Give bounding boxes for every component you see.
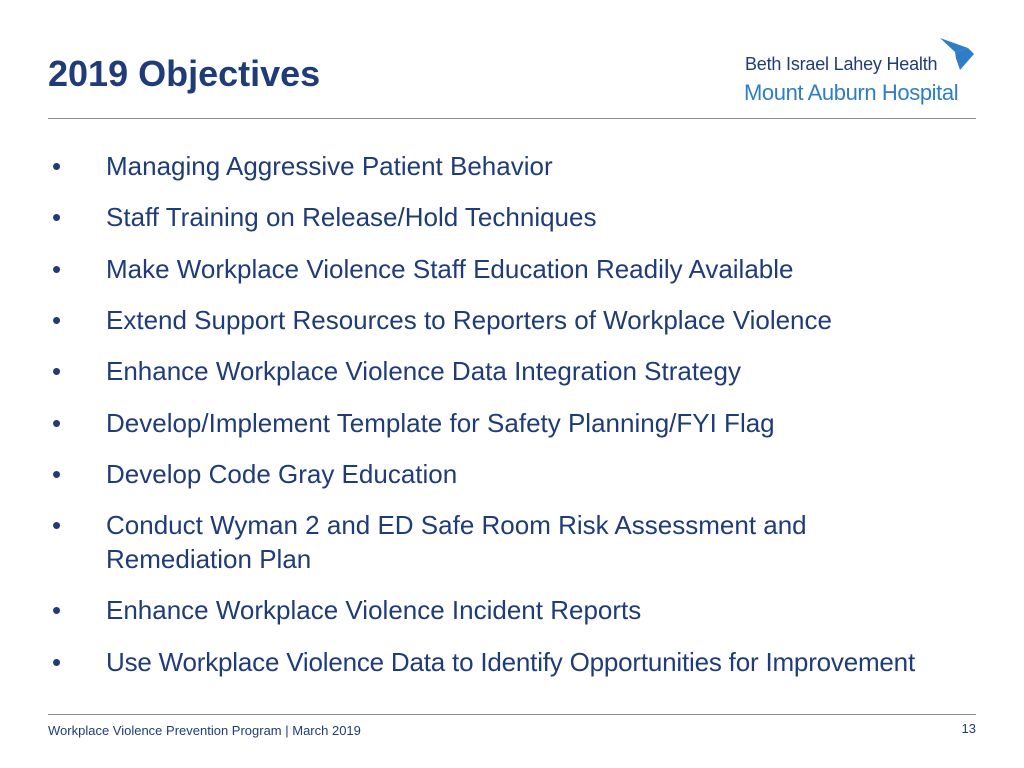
list-item-text: Develop/Implement Template for Safety Planning/FYI Flag: [106, 408, 775, 438]
list-item-text: Extend Support Resources to Reporters of Workplace Violence: [106, 305, 832, 335]
bullet-marker: •: [52, 595, 62, 625]
list-item-text: Enhance Workplace Violence Data Integration Strategy: [106, 356, 741, 386]
bullet-marker: •: [52, 305, 62, 335]
footer-caption: Workplace Violence Prevention Program | March 2019: [48, 723, 361, 738]
bullet-marker: •: [52, 356, 62, 386]
list-item-text: Use Workplace Violence Data to Identify Opportunities for Improvement: [106, 647, 915, 677]
list-item-text: Enhance Workplace Violence Incident Reports: [106, 595, 642, 625]
logo-parent-name: Beth Israel Lahey Health: [745, 54, 938, 74]
bullet-marker: •: [52, 459, 62, 489]
hospital-logo: [742, 36, 982, 108]
page-title: 2019 Objectives: [48, 53, 321, 94]
logo-hospital-name: Mount Auburn Hospital: [744, 80, 959, 105]
bullet-marker: •: [52, 151, 62, 181]
bullet-marker: •: [52, 202, 62, 232]
list-item-text: Develop Code Gray Education: [106, 459, 458, 489]
footer-divider: [48, 714, 976, 715]
list-item-text: Managing Aggressive Patient Behavior: [106, 151, 553, 181]
list-item-text: Conduct Wyman 2 and ED Safe Room Risk Assessment and Remediation Plan: [106, 510, 807, 574]
bullet-marker: •: [52, 254, 62, 284]
bullet-marker: •: [52, 510, 62, 540]
header-divider: [48, 118, 976, 119]
page-number: 13: [961, 721, 976, 736]
list-item-text: Make Workplace Violence Staff Education Readily Available: [106, 254, 794, 284]
bullet-marker: •: [52, 408, 62, 438]
bird-icon: [938, 36, 974, 72]
bullet-marker: •: [52, 647, 62, 677]
list-item-text: Staff Training on Release/Hold Techniques: [106, 202, 597, 232]
